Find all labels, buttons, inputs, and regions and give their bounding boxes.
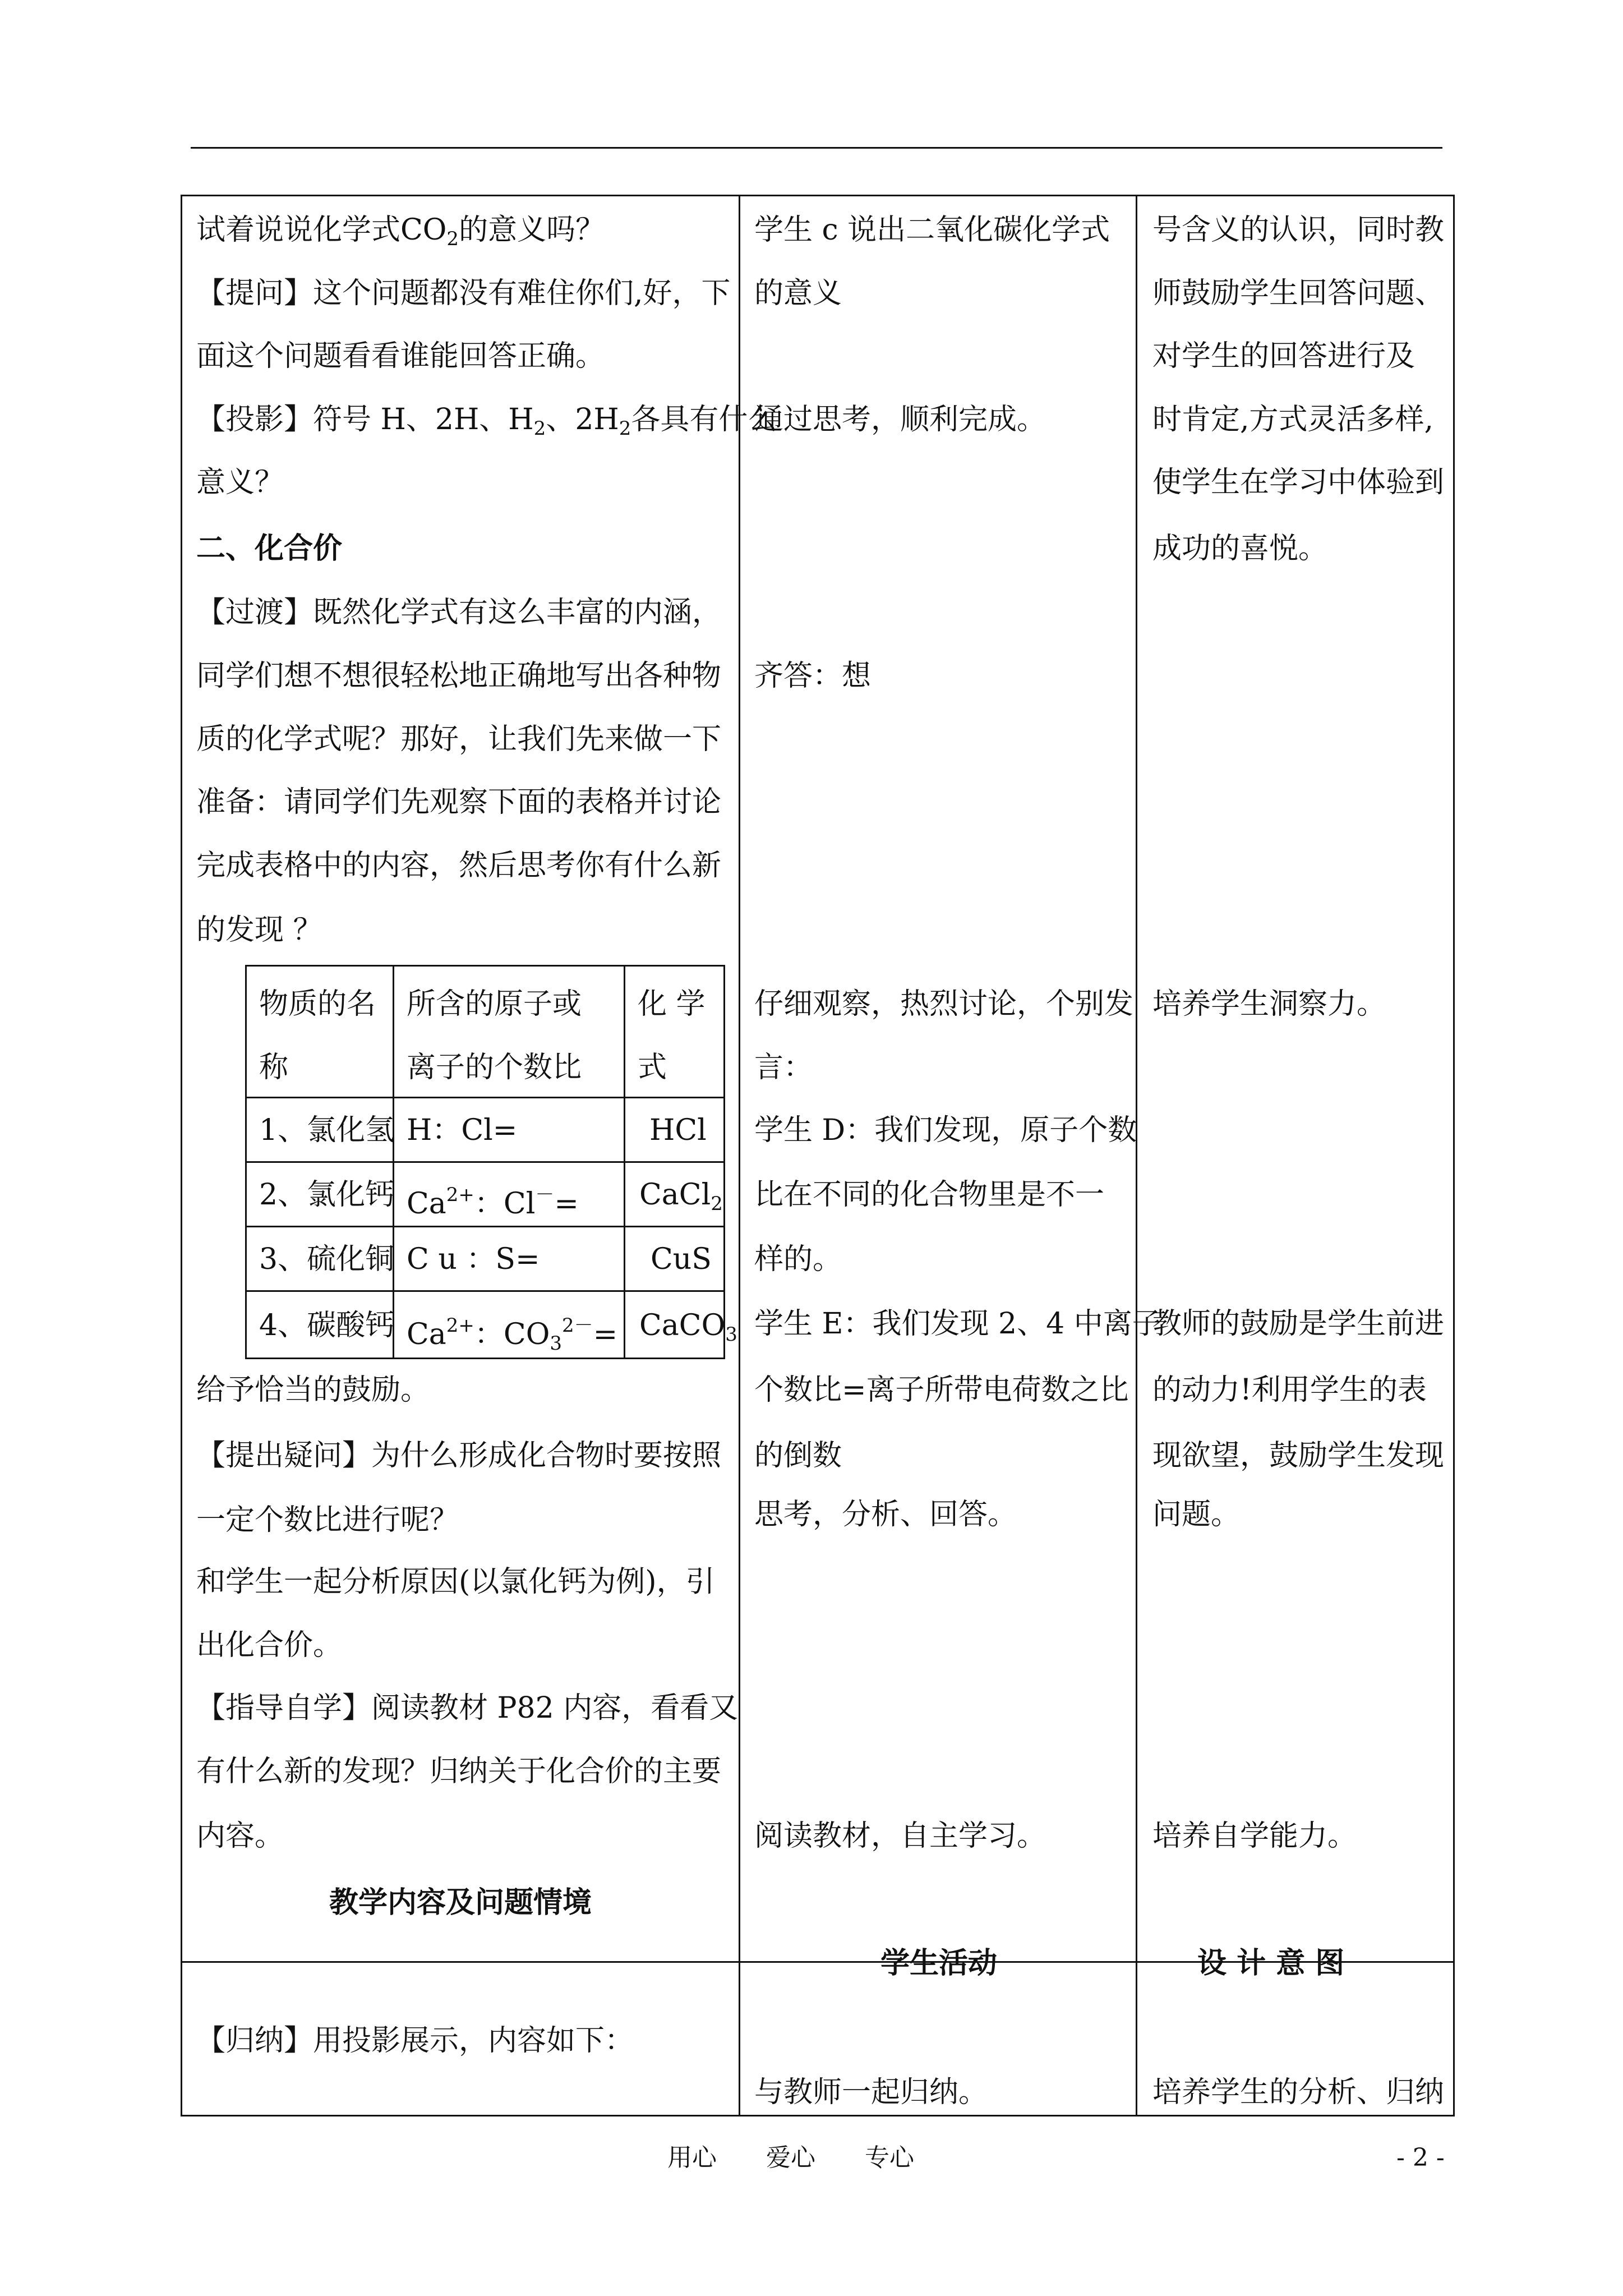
text-line: 学生 c 说出二氧化碳化学式	[754, 213, 1110, 247]
text-line: 现欲望，鼓励学生发现	[1152, 1439, 1445, 1473]
text-line: 对学生的回答进行及	[1152, 339, 1415, 373]
table-right-border	[1453, 195, 1455, 2116]
text-line: 教师的鼓励是学生前进	[1152, 1307, 1445, 1341]
table-bottom-border	[181, 2115, 1455, 2116]
text-line: 同学们想不想很轻松地正确地写出各种物	[196, 659, 722, 693]
text-line: 【指导自学】阅读教材 P82 内容，看看又	[196, 1691, 739, 1725]
text-line: 阅读教材，自主学习。	[754, 1819, 1046, 1853]
text-line: 言：	[754, 1051, 813, 1084]
text-line: 培养学生的分析、归纳	[1152, 2076, 1445, 2109]
text-line: 学生 E：我们发现 2、4 中离子	[754, 1307, 1161, 1341]
inner-table-border	[245, 1226, 725, 1227]
text-line: 面这个问题看看谁能回答正确。	[196, 339, 605, 373]
text-line: 时肯定,方式灵活多样,	[1152, 403, 1434, 436]
section-heading: 二、化合价	[196, 531, 343, 565]
text-line: 培养自学能力。	[1152, 1819, 1357, 1853]
text-line: 有什么新的发现？归纳关于化合价的主要	[196, 1755, 722, 1788]
inner-table-header: 物质的名	[259, 987, 376, 1021]
text-line: 与教师一起归纳。	[754, 2076, 988, 2109]
text-line: 出化合价。	[196, 1628, 343, 1662]
column-header: 设 计 意 图	[1197, 1946, 1345, 1980]
text-line: 一定个数比进行呢？	[196, 1503, 459, 1537]
table-cell: 4、碳酸钙	[259, 1309, 395, 1342]
table-cell: H：Cl=	[407, 1114, 518, 1147]
text-line: 问题。	[1152, 1498, 1241, 1531]
text-line: 试着说说化学式$CO_2$的意义吗？	[196, 213, 605, 250]
inner-table-border	[245, 965, 725, 967]
footer-motto: 用心 爱心 专心	[667, 2143, 914, 2172]
inner-table-border	[245, 965, 247, 1359]
text-line: 准备：请同学们先观察下面的表格并讨论	[196, 785, 722, 819]
inner-table-border	[624, 965, 625, 1359]
text-line: 通过思考，顺利完成。	[754, 403, 1046, 436]
text-line: 的发现 ？	[196, 913, 322, 947]
column-header: 教学内容及问题情境	[329, 1885, 592, 1920]
text-line: 质的化学式呢？那好，让我们先来做一下	[196, 723, 722, 756]
inner-table-border	[393, 965, 394, 1359]
text-line: 【提问】这个问题都没有难住你们,好，下	[196, 277, 731, 310]
inner-table-header: 所含的原子或	[407, 987, 582, 1021]
text-line: 齐答：想	[754, 659, 872, 693]
text-line: 培养学生洞察力。	[1152, 987, 1386, 1021]
text-line: 思考，分析、回答。	[754, 1498, 1017, 1531]
table-col-divider-2	[1136, 195, 1137, 2116]
text-line: 的动力!利用学生的表	[1152, 1373, 1427, 1407]
text-line: 师鼓励学生回答问题、	[1152, 277, 1445, 310]
text-line: 成功的喜悦。	[1152, 532, 1328, 565]
text-line: 【提出疑问】为什么形成化合物时要按照	[196, 1439, 722, 1473]
inner-table-header: 离子的个数比	[407, 1051, 582, 1084]
table-cell: 2、氯化钙	[259, 1178, 395, 1212]
text-line: 使学生在学习中体验到	[1152, 466, 1445, 499]
text-line: 【投影】符号 H、2H、$H_2$、$2H_2$各具有什么	[196, 403, 777, 440]
text-line: 比在不同的化合物里是不一	[754, 1178, 1105, 1212]
table-cell: HCl	[649, 1114, 707, 1147]
inner-table-header: 式	[638, 1051, 667, 1084]
text-line: 意义？	[196, 466, 284, 499]
table-col-divider-1	[739, 195, 740, 2116]
header-rule	[191, 147, 1442, 149]
table-cell: CaCO$_3$	[639, 1309, 737, 1346]
text-line: 样的。	[754, 1243, 842, 1276]
table-cell: $Ca^{2+}$：$CO_3^{2-}=$	[407, 1314, 618, 1355]
text-line: 的倒数	[754, 1439, 842, 1473]
inner-table-border	[245, 1290, 725, 1292]
column-header: 学生活动	[880, 1946, 998, 1980]
inner-table-border	[245, 1097, 725, 1098]
table-cell: C u ：S=	[407, 1243, 540, 1276]
text-line: 完成表格中的内容，然后思考你有什么新	[196, 849, 722, 882]
table-cell: 1、氯化氢	[259, 1114, 395, 1147]
table-cell: 3、硫化铜	[259, 1243, 395, 1276]
text-line: 个数比=离子所带电荷数之比	[754, 1373, 1129, 1407]
inner-table-border	[245, 1161, 725, 1163]
table-cell: CuS	[651, 1243, 712, 1276]
table-cell: CaCl$_2$	[639, 1178, 723, 1215]
text-line: 仔细观察，热烈讨论，个别发	[754, 987, 1134, 1021]
inner-table-border	[723, 965, 725, 1359]
text-line: 学生 D：我们发现，原子个数	[754, 1114, 1137, 1147]
text-line: 【归纳】用投影展示，内容如下：	[196, 2024, 634, 2058]
inner-table-header: 称	[259, 1051, 289, 1084]
text-line: 的意义	[754, 277, 842, 310]
inner-table-header: 化 学	[638, 987, 706, 1021]
text-line: 和学生一起分析原因(以氯化钙为例)，引	[196, 1565, 715, 1599]
page-number: - 2 -	[1396, 2143, 1445, 2172]
table-left-border	[181, 195, 182, 2116]
table-top-border	[181, 195, 1455, 196]
text-line: 【过渡】既然化学式有这么丰富的内涵，	[196, 596, 722, 629]
text-line: 号含义的认识，同时教	[1152, 213, 1445, 247]
text-line: 内容。	[196, 1819, 284, 1853]
text-line: 给予恰当的鼓励。	[196, 1373, 430, 1407]
table-cell: $Ca^{2+}$：Cl－=	[407, 1184, 579, 1221]
